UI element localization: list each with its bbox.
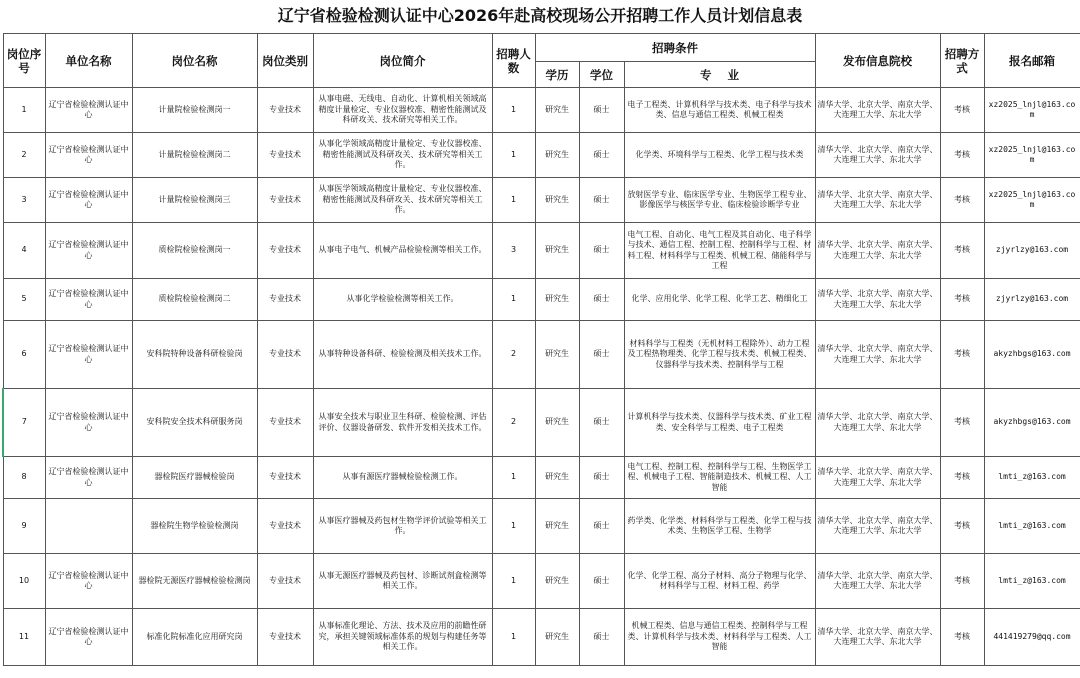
row-major: 电气工程、控制工程、控制科学与工程、生物医学工程、机械电子工程、智能制造技术、机械工程、人工智能 (624, 457, 815, 499)
row-schools: 清华大学、北京大学、南京大学、大连理工大学、东北大学 (815, 133, 940, 178)
row-seq: 3 (3, 178, 45, 223)
row-count: 1 (492, 499, 535, 554)
row-intro: 从事标准化理论、方法、技术及应用的前瞻性研究，承担关键领域标准体系的规划与构建任务等相关工作。 (313, 609, 492, 666)
row-degree: 硕士 (579, 133, 624, 178)
row-major: 化学、应用化学、化学工程、化学工艺、精细化工 (624, 279, 815, 321)
header-schools: 发布信息院校 (815, 34, 940, 88)
row-method: 考核 (940, 321, 984, 389)
row-schools: 清华大学、北京大学、南京大学、大连理工大学、东北大学 (815, 279, 940, 321)
row-major: 材料科学与工程类（无机材料工程除外）、动力工程及工程热物理类、化学工程与技术类、机械工程类、仪器科学与技术类、控制科学与工程 (624, 321, 815, 389)
row-education: 研究生 (535, 457, 579, 499)
row-intro: 从事安全技术与职业卫生科研、检验检测、评估评价、仪器设备研发、软件开发相关技术工作。 (313, 389, 492, 457)
row-schools: 清华大学、北京大学、南京大学、大连理工大学、东北大学 (815, 223, 940, 279)
row-seq: 9 (3, 499, 45, 554)
row-schools: 清华大学、北京大学、南京大学、大连理工大学、东北大学 (815, 321, 940, 389)
row-position: 质检院检验检测岗二 (132, 279, 257, 321)
table-row (3, 457, 1080, 499)
row-email: 441419279@qq.com (984, 609, 1080, 666)
row-method: 考核 (940, 279, 984, 321)
row-category: 专业技术 (257, 609, 313, 666)
row-degree: 硕士 (579, 499, 624, 554)
row-degree: 硕士 (579, 457, 624, 499)
table-row (3, 88, 1080, 133)
header-position: 岗位名称 (132, 34, 257, 88)
header-seq: 岗位序号 (3, 34, 45, 88)
row-position: 安科院特种设备科研检验岗 (132, 321, 257, 389)
header-unit: 单位名称 (45, 34, 132, 88)
row-education: 研究生 (535, 554, 579, 609)
row-seq: 4 (3, 223, 45, 279)
row-schools: 清华大学、北京大学、南京大学、大连理工大学、东北大学 (815, 457, 940, 499)
row-email: zjyrlzy@163.com (984, 279, 1080, 321)
row-position: 安科院安全技术科研服务岗 (132, 389, 257, 457)
row-email: xz2025_lnjl@163.com (984, 178, 1080, 223)
row-method: 考核 (940, 178, 984, 223)
row-major: 化学类、环境科学与工程类、化学工程与技术类 (624, 133, 815, 178)
row-intro: 从事电子电气、机械产品检验检测等相关工作。 (313, 223, 492, 279)
recruitment-table (2, 33, 1080, 666)
row-email: lmti_z@163.com (984, 457, 1080, 499)
row-email: akyzhbgs@163.com (984, 389, 1080, 457)
row-count: 1 (492, 133, 535, 178)
row-category: 专业技术 (257, 178, 313, 223)
row-email: lmti_z@163.com (984, 554, 1080, 609)
row-position: 计量院检验检测岗一 (132, 88, 257, 133)
row-email: xz2025_lnjl@163.com (984, 88, 1080, 133)
row-category: 专业技术 (257, 133, 313, 178)
header-count: 招聘人数 (492, 34, 535, 88)
row-intro: 从事医学领域高精度计量检定、专业仪器校准、精密性能测试及科研攻关、技术研究等相关工作。 (313, 178, 492, 223)
row-major: 放射医学专业、临床医学专业、生物医学工程专业、影像医学与核医学专业、临床检验诊断学专业 (624, 178, 815, 223)
row-unit: 辽宁省检验检测认证中心 (45, 133, 132, 178)
row-education: 研究生 (535, 321, 579, 389)
row-intro: 从事特种设备科研、检验检测及相关技术工作。 (313, 321, 492, 389)
page-title: 辽宁省检验检测认证中心2026年赴高校现场公开招聘工作人员计划信息表 (277, 6, 803, 25)
row-unit: 辽宁省检验检测认证中心 (45, 279, 132, 321)
row-intro: 从事化学检验检测等相关工作。 (313, 279, 492, 321)
row-count: 1 (492, 554, 535, 609)
table-row (3, 279, 1080, 321)
row-count: 3 (492, 223, 535, 279)
header-major: 专 业 (624, 62, 815, 88)
row-category: 专业技术 (257, 321, 313, 389)
row-count: 1 (492, 609, 535, 666)
row-count: 2 (492, 321, 535, 389)
row-schools: 清华大学、北京大学、南京大学、大连理工大学、东北大学 (815, 88, 940, 133)
row-method: 考核 (940, 389, 984, 457)
table-row (3, 321, 1080, 389)
row-intro: 从事电磁、无线电、自动化、计算机相关领域高精度计量检定、专业仪器校准、精密性能测试及科研攻关、技术研究等相关工作。 (313, 88, 492, 133)
row-email: zjyrlzy@163.com (984, 223, 1080, 279)
row-method: 考核 (940, 609, 984, 666)
row-degree: 硕士 (579, 554, 624, 609)
header-email: 报名邮箱 (984, 34, 1080, 88)
row-category: 专业技术 (257, 457, 313, 499)
row-position: 计量院检验检测岗二 (132, 133, 257, 178)
row-method: 考核 (940, 554, 984, 609)
table-row (3, 554, 1080, 609)
row-education: 研究生 (535, 88, 579, 133)
row-education: 研究生 (535, 609, 579, 666)
row-seq: 1 (3, 88, 45, 133)
row-unit: 辽宁省检验检测认证中心 (45, 554, 132, 609)
row-education: 研究生 (535, 133, 579, 178)
row-count: 1 (492, 457, 535, 499)
table-row (3, 389, 1080, 457)
header-method: 招聘方式 (940, 34, 984, 88)
row-schools: 清华大学、北京大学、南京大学、大连理工大学、东北大学 (815, 554, 940, 609)
row-education: 研究生 (535, 499, 579, 554)
row-unit: 辽宁省检验检测认证中心 (45, 609, 132, 666)
row-major: 电气工程、自动化、电气工程及其自动化、电子科学与技术、通信工程、控制工程、控制科学与工程、材料工程、材料科学与工程类、机械工程、储能科学与工程 (624, 223, 815, 279)
row-unit: 辽宁省检验检测认证中心 (45, 389, 132, 457)
row-education: 研究生 (535, 279, 579, 321)
header-conditions: 招聘条件 (535, 34, 815, 62)
row-category: 专业技术 (257, 554, 313, 609)
row-method: 考核 (940, 499, 984, 554)
row-education: 研究生 (535, 223, 579, 279)
row-unit: 辽宁省检验检测认证中心 (45, 457, 132, 499)
row-position: 质检院检验检测岗一 (132, 223, 257, 279)
row-method: 考核 (940, 223, 984, 279)
row-schools: 清华大学、北京大学、南京大学、大连理工大学、东北大学 (815, 499, 940, 554)
row-position: 标准化院标准化应用研究岗 (132, 609, 257, 666)
row-category: 专业技术 (257, 279, 313, 321)
row-degree: 硕士 (579, 178, 624, 223)
table-row (3, 609, 1080, 666)
row-major: 机械工程类、信息与通信工程类、控制科学与工程类、计算机科学与技术类、材料科学与工程类、人工智能 (624, 609, 815, 666)
row-seq: 8 (3, 457, 45, 499)
row-degree: 硕士 (579, 321, 624, 389)
header-category: 岗位类别 (257, 34, 313, 88)
row-degree: 硕士 (579, 223, 624, 279)
table-row (3, 133, 1080, 178)
row-unit: 辽宁省检验检测认证中心 (45, 178, 132, 223)
row-seq: 7 (3, 389, 45, 457)
row-major: 电子工程类、计算机科学与技术类、电子科学与技术类、信息与通信工程类、机械工程类 (624, 88, 815, 133)
header-intro: 岗位简介 (313, 34, 492, 88)
row-degree: 硕士 (579, 279, 624, 321)
row-seq: 11 (3, 609, 45, 666)
row-category: 专业技术 (257, 499, 313, 554)
row-intro: 从事有源医疗器械检验检测工作。 (313, 457, 492, 499)
row-major: 化学、化学工程、高分子材料、高分子物理与化学、材料科学与工程、材料工程、药学 (624, 554, 815, 609)
row-schools: 清华大学、北京大学、南京大学、大连理工大学、东北大学 (815, 178, 940, 223)
row-method: 考核 (940, 88, 984, 133)
row-unit: 辽宁省检验检测认证中心 (45, 321, 132, 389)
table-row (3, 223, 1080, 279)
row-education: 研究生 (535, 389, 579, 457)
row-position: 计量院检验检测岗三 (132, 178, 257, 223)
row-email: lmti_z@163.com (984, 499, 1080, 554)
row-position: 器检院医疗器械检验岗 (132, 457, 257, 499)
row-count: 2 (492, 389, 535, 457)
row-major: 计算机科学与技术类、仪器科学与技术类、矿业工程类、安全科学与工程类、电子工程类 (624, 389, 815, 457)
row-count: 1 (492, 279, 535, 321)
header-education: 学历 (535, 62, 579, 88)
row-email: xz2025_lnjl@163.com (984, 133, 1080, 178)
table-body (3, 88, 1080, 666)
row-intro: 从事医疗器械及药包材生物学评价试验等相关工作。 (313, 499, 492, 554)
row-seq: 2 (3, 133, 45, 178)
row-category: 专业技术 (257, 223, 313, 279)
row-schools: 清华大学、北京大学、南京大学、大连理工大学、东北大学 (815, 609, 940, 666)
row-position: 器检院无源医疗器械检验检测岗 (132, 554, 257, 609)
row-method: 考核 (940, 457, 984, 499)
row-intro: 从事化学领域高精度计量检定、专业仪器校准、精密性能测试及科研攻关、技术研究等相关工作。 (313, 133, 492, 178)
row-degree: 硕士 (579, 609, 624, 666)
row-schools: 清华大学、北京大学、南京大学、大连理工大学、东北大学 (815, 389, 940, 457)
row-seq: 10 (3, 554, 45, 609)
row-degree: 硕士 (579, 389, 624, 457)
row-category: 专业技术 (257, 389, 313, 457)
row-count: 1 (492, 88, 535, 133)
row-degree: 硕士 (579, 88, 624, 133)
row-seq: 5 (3, 279, 45, 321)
row-seq: 6 (3, 321, 45, 389)
row-unit (45, 499, 132, 554)
header-degree: 学位 (579, 62, 624, 88)
row-category: 专业技术 (257, 88, 313, 133)
row-method: 考核 (940, 133, 984, 178)
row-unit: 辽宁省检验检测认证中心 (45, 88, 132, 133)
table-row (3, 499, 1080, 554)
row-position: 器检院生物学检验检测岗 (132, 499, 257, 554)
row-intro: 从事无源医疗器械及药包材、诊断试剂盒检测等相关工作。 (313, 554, 492, 609)
table-row (3, 178, 1080, 223)
row-unit: 辽宁省检验检测认证中心 (45, 223, 132, 279)
row-count: 1 (492, 178, 535, 223)
row-education: 研究生 (535, 178, 579, 223)
row-major: 药学类、化学类、材料科学与工程类、化学工程与技术类、生物医学工程、生物学 (624, 499, 815, 554)
row-email: akyzhbgs@163.com (984, 321, 1080, 389)
